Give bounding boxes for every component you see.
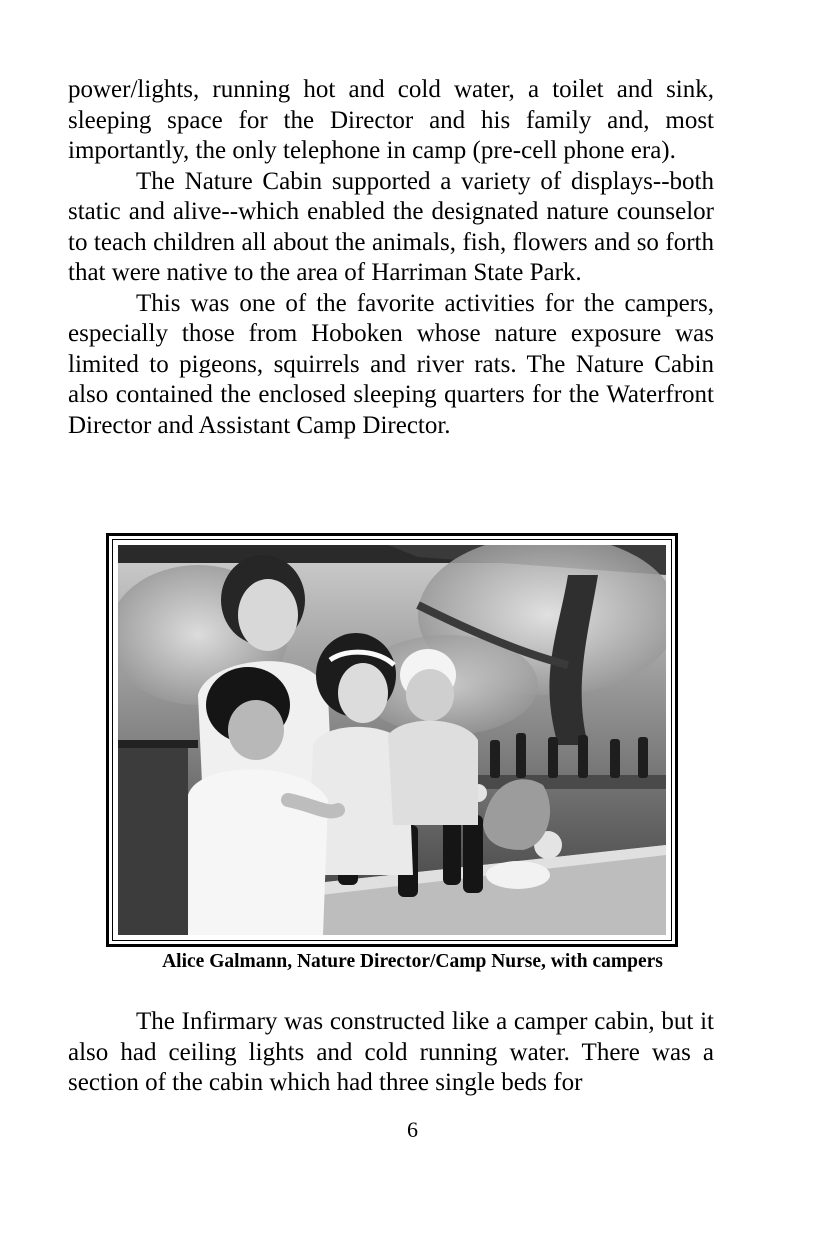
paragraph-infirmary: The Infirmary was constructed like a camper cabin, but it also had ceiling lights and cold running water. There was a section of the cabin which had three single beds for (68, 1008, 714, 1096)
page-number: 6 (407, 1117, 418, 1142)
photo-frame (106, 533, 678, 947)
paragraph-nature-cabin: The Nature Cabin supported a variety of displays--both static and alive--which enabled the designated nature counselor to teach children all about the animals, fish, flowers and so forth that were native to the area of Harriman State Park. (68, 167, 714, 286)
photograph-illustration (118, 545, 666, 935)
paragraph-favorite-activities: This was one of the favorite activities for the campers, especially those from Hoboken whose nature exposure was limited to pigeons, squirrels and river rats. The Nature Cabin also contained the enclosed sleeping quarters for the Waterfront Director and Assistant Camp Director. (68, 289, 714, 439)
photo-caption: Alice Galmann, Nature Director/Camp Nurse, with campers (162, 951, 663, 972)
body-text-bottom (68, 1007, 714, 1099)
photograph (118, 545, 666, 935)
body-text-top (68, 75, 714, 441)
paragraph-continued: power/lights, running hot and cold water, a toilet and sink, sleeping space for the Director and his family and, most importantly, the only telephone in camp (pre-cell phone era). (68, 76, 714, 164)
